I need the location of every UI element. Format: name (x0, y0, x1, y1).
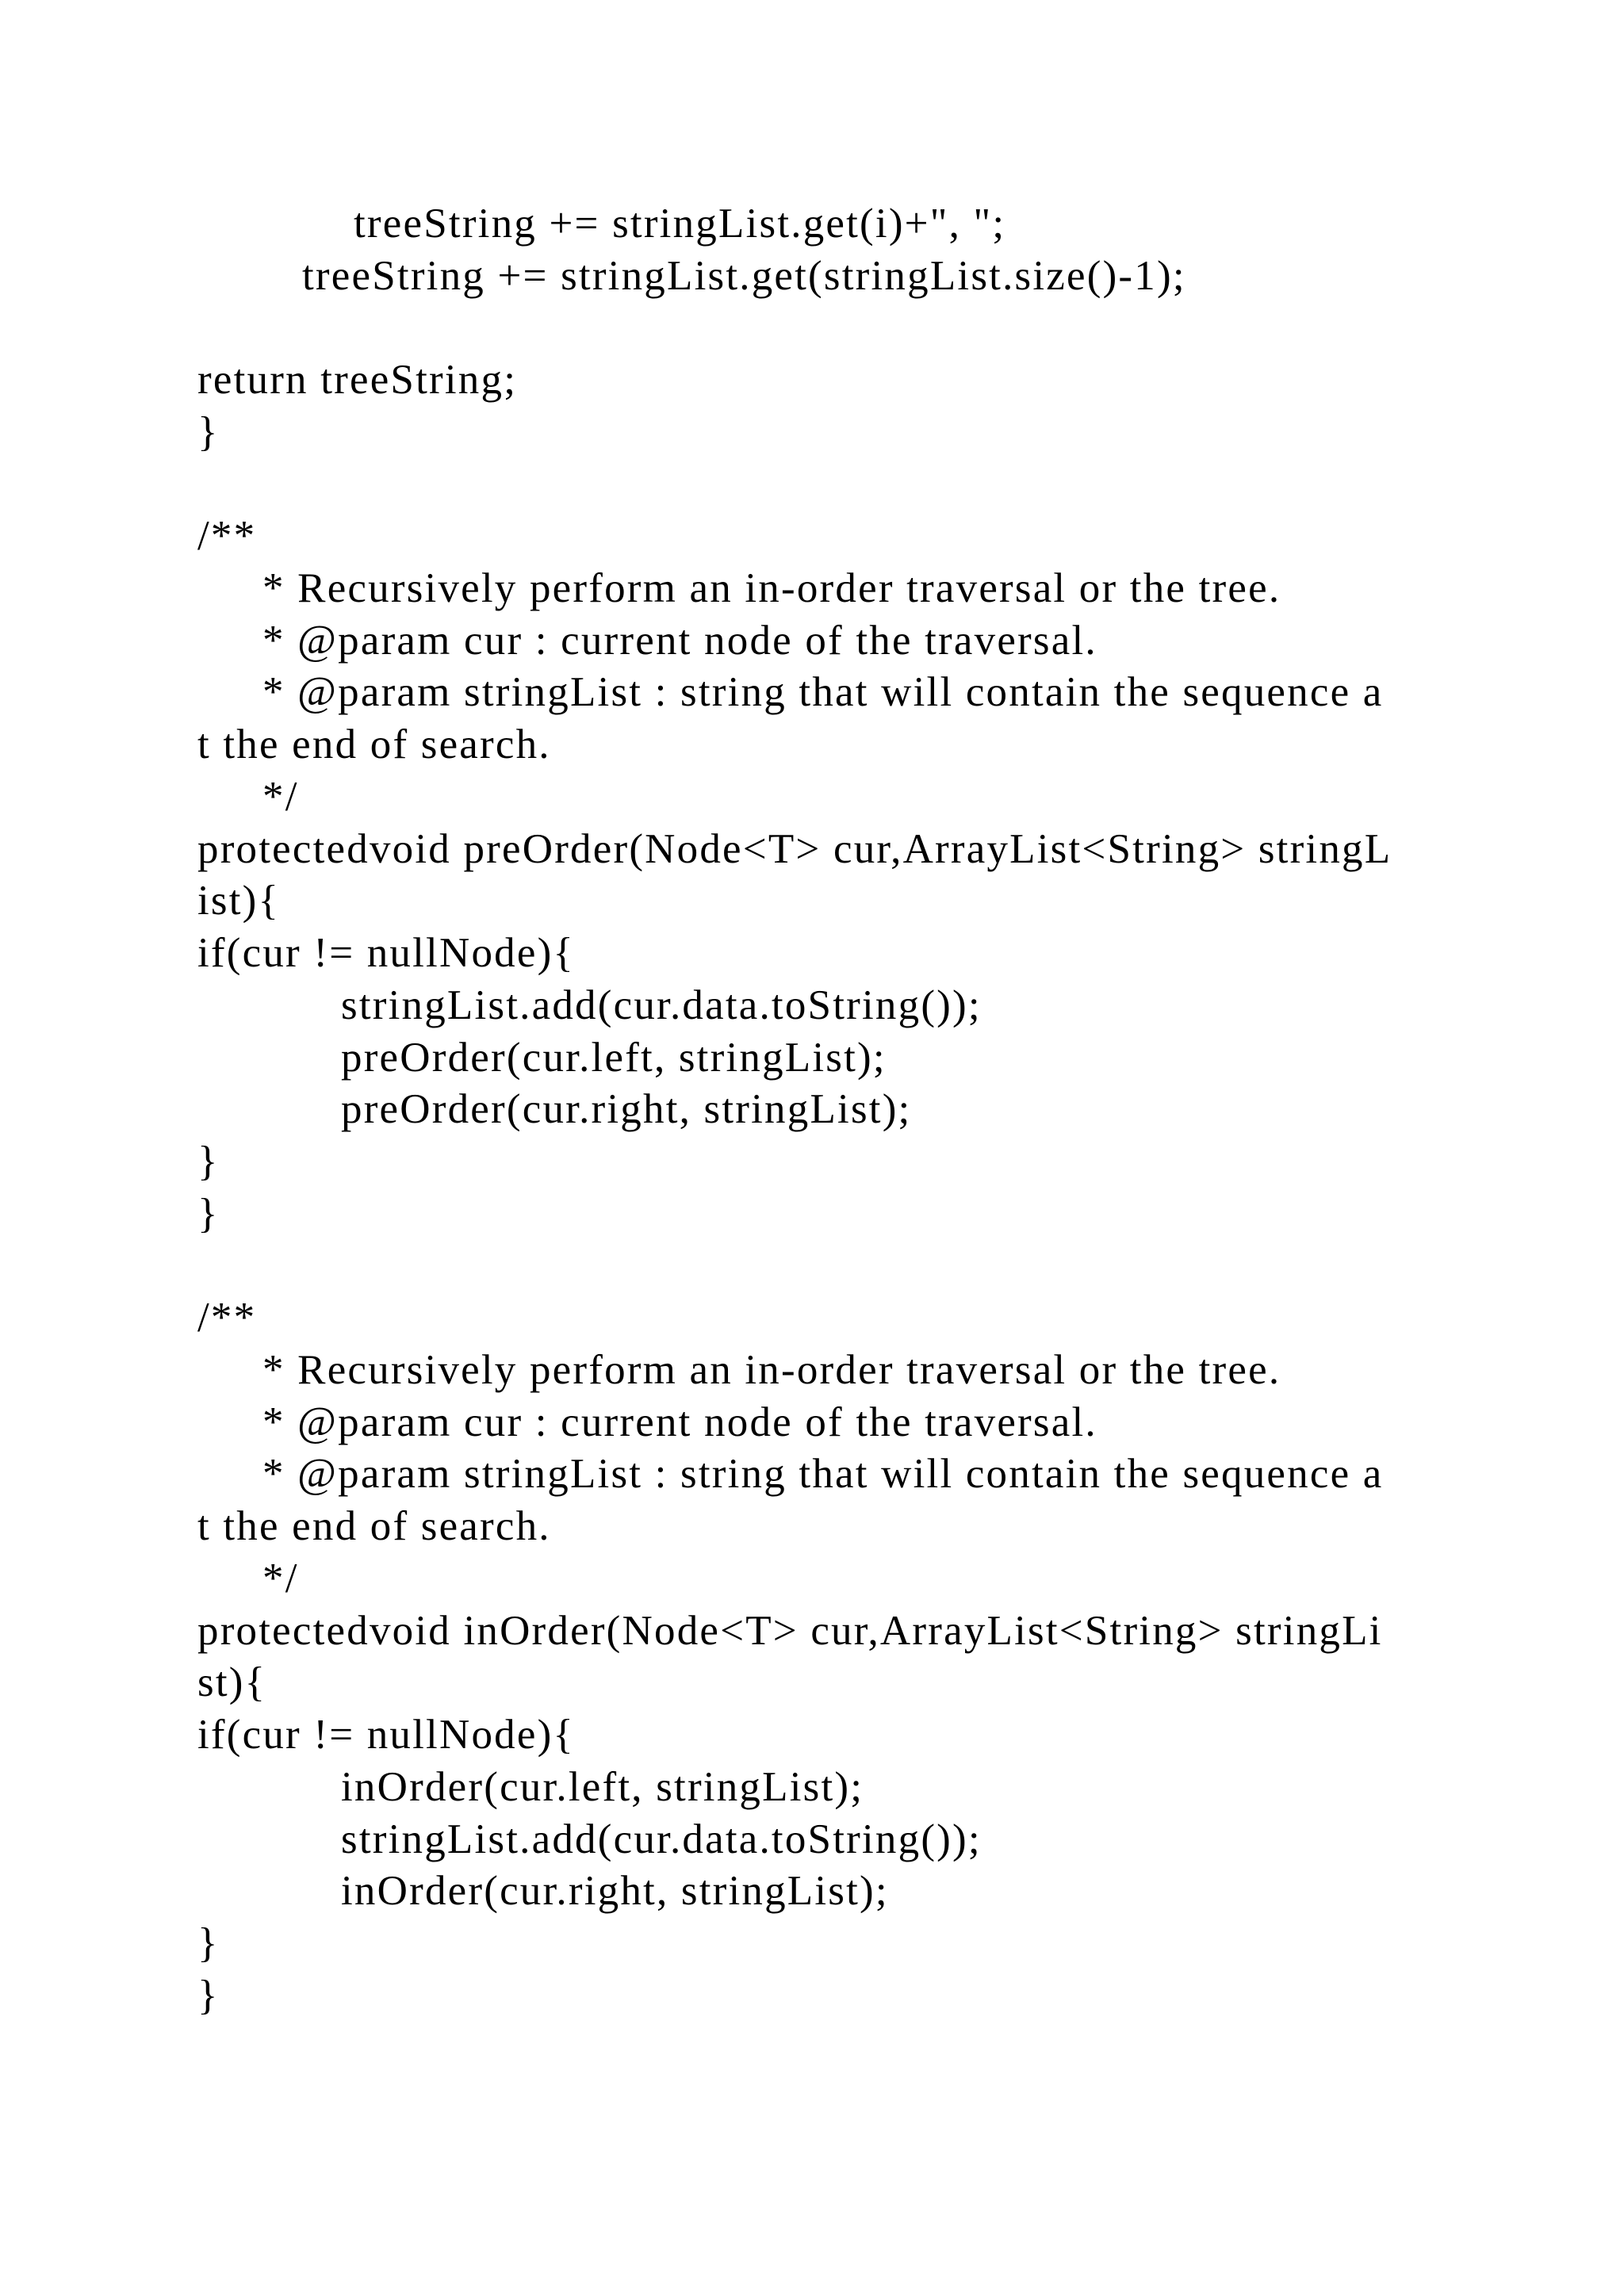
code-line: preOrder(cur.right, stringList); (341, 1086, 912, 1132)
code-line: protectedvoid inOrder(Node<T> cur,ArrayList<String> stringLi (197, 1608, 1383, 1654)
comment-line: /** (197, 1295, 257, 1341)
code-line: } (197, 1138, 220, 1184)
code-line: inOrder(cur.left, stringList); (341, 1764, 864, 1810)
code-line: if(cur != nullNode){ (197, 1712, 576, 1758)
comment-line: * Recursively perform an in-order traversal or the tree. (262, 1347, 1281, 1393)
code-line: stringList.add(cur.data.toString()); (341, 982, 982, 1028)
code-line: } (197, 1191, 220, 1237)
comment-line: t the end of search. (197, 721, 551, 767)
code-line: protectedvoid preOrder(Node<T> cur,ArrayList<String> stringL (197, 826, 1392, 872)
code-line: } (197, 1920, 220, 1966)
comment-line: * @param cur : current node of the traversal. (262, 1399, 1097, 1445)
code-line: } (197, 409, 220, 455)
code-line: preOrder(cur.left, stringList); (341, 1035, 887, 1081)
code-line: } (197, 1973, 220, 2019)
comment-line: * @param stringList : string that will contain the sequence a (262, 1451, 1384, 1497)
code-line: return treeString; (197, 357, 518, 403)
code-line: st){ (197, 1659, 267, 1705)
comment-line: t the end of search. (197, 1503, 551, 1549)
code-line: inOrder(cur.right, stringList); (341, 1868, 889, 1914)
comment-line: */ (262, 774, 299, 820)
code-line: stringList.add(cur.data.toString()); (341, 1816, 982, 1862)
comment-line: * Recursively perform an in-order traversal or the tree. (262, 565, 1281, 611)
code-line: treeString += stringList.get(stringList.size()-1); (302, 253, 1186, 299)
comment-line: /** (197, 513, 257, 559)
code-line: if(cur != nullNode){ (197, 930, 576, 976)
comment-line: * @param stringList : string that will contain the sequence a (262, 669, 1384, 715)
comment-line: * @param cur : current node of the traversal. (262, 618, 1097, 664)
code-line: treeString += stringList.get(i)+", "; (354, 201, 1006, 247)
comment-line: */ (262, 1556, 299, 1601)
code-line: ist){ (197, 878, 281, 924)
